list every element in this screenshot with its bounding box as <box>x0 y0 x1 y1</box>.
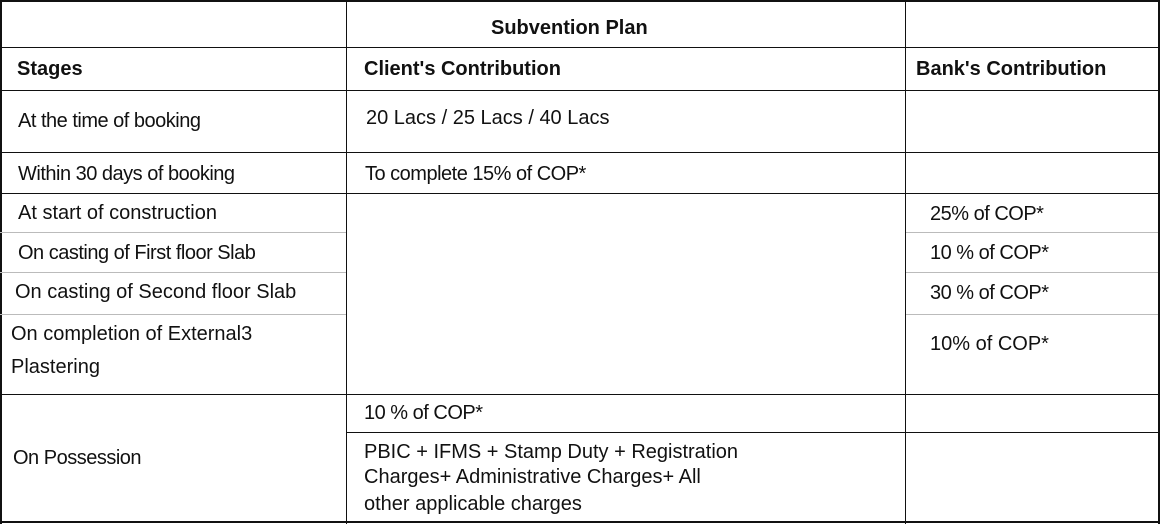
row-line-4-right <box>906 272 1158 273</box>
client-cell-line3: other applicable charges <box>364 493 582 515</box>
stage-cell: On casting of Second floor Slab <box>15 281 297 303</box>
bank-cell: 10% of COP* <box>930 333 1049 355</box>
stage-cell-line1: On completion of External3 <box>11 323 253 345</box>
stage-cell-line2: Plastering <box>11 356 100 378</box>
table-title: Subvention Plan <box>491 17 648 39</box>
stage-cell: At start of construction <box>18 202 217 224</box>
client-cell: 10 % of COP* <box>364 402 483 424</box>
row-line-5-right <box>906 314 1158 315</box>
bank-cell: 25% of COP* <box>930 203 1044 225</box>
header-stages: Stages <box>17 58 83 80</box>
row-line-3-left <box>0 232 346 233</box>
stage-cell: Within 30 days of booking <box>18 163 235 185</box>
bank-cell: 30 % of COP* <box>930 282 1049 304</box>
row-line-header-top <box>0 47 1160 48</box>
row-line-7-right <box>346 432 1160 433</box>
col-divider-1 <box>346 0 347 524</box>
stage-cell: On Possession <box>13 447 142 469</box>
col-divider-2 <box>905 0 906 524</box>
row-line-2 <box>0 193 1160 194</box>
table-border-top <box>0 0 1160 2</box>
header-client-contribution: Client's Contribution <box>364 58 561 80</box>
table-border-left <box>0 0 2 524</box>
row-line-6 <box>0 394 1160 395</box>
client-cell: 20 Lacs / 25 Lacs / 40 Lacs <box>366 107 610 129</box>
row-line-4-left <box>0 272 346 273</box>
client-cell-line1: PBIC + IFMS + Stamp Duty + Registration <box>364 441 739 463</box>
stage-cell: On casting of First floor Slab <box>18 242 256 264</box>
table-border-bottom <box>0 521 1160 523</box>
row-line-1 <box>0 152 1160 153</box>
client-cell: To complete 15% of COP* <box>365 163 586 185</box>
bank-cell: 10 % of COP* <box>930 242 1049 264</box>
row-line-3-right <box>906 232 1158 233</box>
stage-cell: At the time of booking <box>18 110 201 132</box>
client-cell-line2: Charges+ Administrative Charges+ All <box>364 466 701 488</box>
row-line-5-left <box>0 314 346 315</box>
header-bank-contribution: Bank's Contribution <box>916 58 1107 80</box>
row-line-header-bottom <box>0 90 1160 91</box>
